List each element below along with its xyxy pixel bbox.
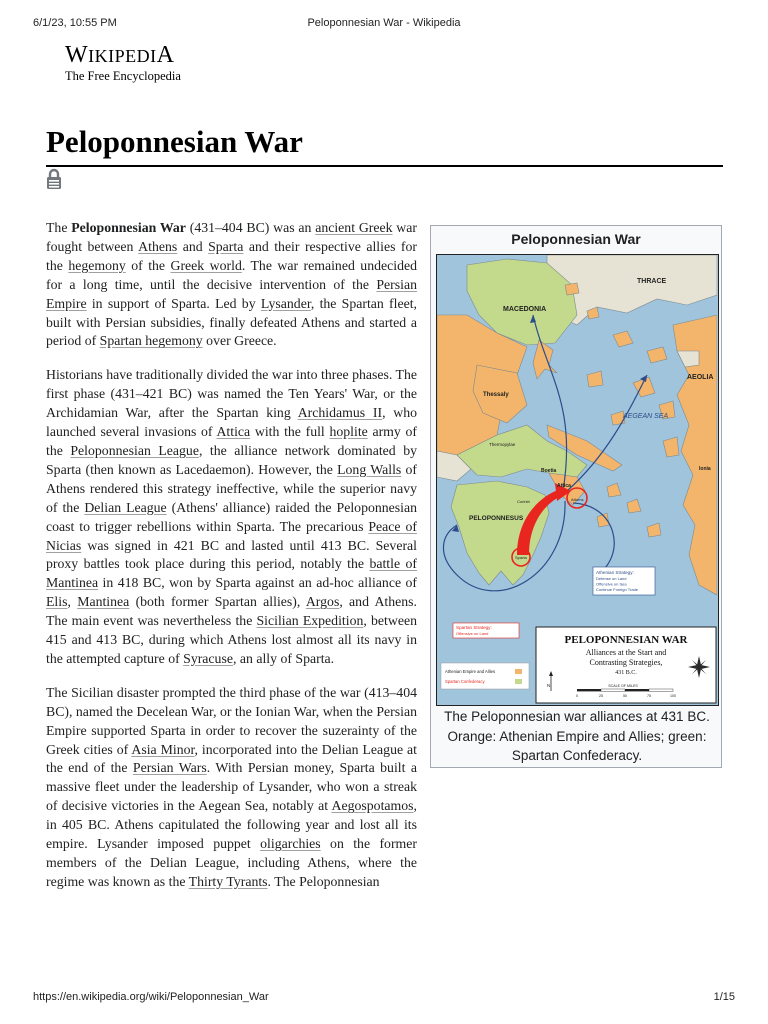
text: . With Persian money, Sparta built a massive fleet under the leadership of Lysander, who won a streak of decisive victories in the Aegean Sea, notably at bbox=[46, 760, 418, 814]
link-attica[interactable]: Attica bbox=[216, 424, 251, 440]
athenian-strategy-line: Offensive on Sea bbox=[596, 581, 627, 587]
link-hegemony[interactable]: hegemony bbox=[68, 257, 126, 273]
key-box bbox=[441, 663, 529, 689]
text: and bbox=[177, 238, 209, 254]
label-thessaly: Thessaly bbox=[483, 392, 509, 398]
text: (both former Spartan allies), bbox=[129, 594, 306, 610]
text: , and Athens. The main event was nevertheless the bbox=[46, 594, 418, 629]
scale-segment bbox=[649, 689, 673, 691]
label-sparta: Sparta bbox=[515, 555, 527, 560]
scale-label: SCALE OF MILES bbox=[608, 684, 638, 688]
print-page-number: 1/15 bbox=[713, 991, 735, 1003]
link-oligarchies[interactable]: oligarchies bbox=[260, 836, 321, 852]
link-hoplite[interactable]: hoplite bbox=[329, 424, 368, 440]
link-long-walls[interactable]: Long Walls bbox=[337, 461, 402, 477]
infobox-map-image[interactable] bbox=[436, 254, 719, 706]
text: in 418 BC, won by Sparta against an ad-hoc alliance of bbox=[98, 575, 417, 591]
title-divider bbox=[46, 165, 723, 167]
label-thrace: THRACE bbox=[637, 278, 667, 285]
key-athens-label: Athenian Empire and Allies bbox=[445, 669, 496, 674]
label-aegean-sea: AEGEAN SEA bbox=[623, 413, 669, 420]
link-persian-empire[interactable]: Persian Empire bbox=[46, 276, 417, 311]
scale-tick: 50 bbox=[623, 694, 627, 698]
label-boetia: Boetia bbox=[541, 468, 557, 474]
legend-subtitle: Contrasting Strategies, bbox=[589, 658, 663, 667]
text: was signed in 421 BC and lasted until 413 BC. Several proxy battles took place during this period, notably the bbox=[46, 537, 417, 572]
legend-date: 431 B.C. bbox=[615, 670, 637, 676]
text: with the full bbox=[250, 424, 330, 440]
infobox-caption: The Peloponnesian war alliances at 431 BC. Orange: Athenian Empire and Allies; green: Spartan Confederacy. bbox=[444, 709, 710, 763]
spartan-strategy-title: Spartan Strategy: bbox=[456, 625, 492, 630]
island bbox=[565, 283, 579, 295]
link-sicilian-expedition[interactable]: Sicilian Expedition bbox=[256, 613, 364, 629]
text: , the Spartan fleet, built with Persian subsidies, finally defeated Athens and started a period of bbox=[46, 295, 417, 349]
link-archidamus-ii[interactable]: Archidamus II bbox=[297, 405, 383, 421]
text: , bbox=[67, 594, 78, 610]
scale-segment bbox=[601, 689, 625, 691]
link-delian-league[interactable]: Delian League bbox=[84, 499, 167, 515]
wikipedia-tagline: The Free Encyclopedia bbox=[65, 69, 181, 83]
print-doc-title: Peloponnesian War - Wikipedia bbox=[307, 17, 461, 29]
print-url: https://en.wikipedia.org/wiki/Peloponnesian_War bbox=[33, 991, 269, 1003]
key-sparta-swatch bbox=[515, 679, 522, 684]
athenian-strategy-line: Continue Foreign Trade bbox=[596, 587, 639, 592]
text: of the bbox=[125, 257, 171, 273]
label-aeolia: AEOLIA bbox=[687, 374, 714, 381]
link-thirty-tyrants[interactable]: Thirty Tyrants bbox=[188, 873, 268, 889]
print-datetime: 6/1/23, 10:55 PM bbox=[33, 17, 117, 29]
text: , in 405 BC. Athens capitulated the following year and lost all its empire. Lysander imposed puppet bbox=[46, 798, 417, 852]
text: army of the bbox=[46, 424, 417, 458]
infobox bbox=[430, 225, 722, 768]
text: war fought between bbox=[46, 220, 417, 254]
link-ancient-greek[interactable]: ancient Greek bbox=[315, 220, 393, 235]
text: , incorporated into the Delian League at the end of the bbox=[46, 741, 417, 776]
text: (Athens' alliance) raided the Peloponnesian coast to trigger rebellions within Sparta. The precarious bbox=[46, 499, 418, 534]
text: . The war remained undecided for a long time, until the decisive intervention of the bbox=[46, 257, 417, 292]
legend-title: PELOPONNESIAN WAR bbox=[564, 634, 688, 646]
text: The bbox=[46, 220, 72, 235]
label-peloponnesus: PELOPONNESUS bbox=[469, 515, 524, 522]
text: , the alliance network dominated by Sparta (then known as Lacedaemon). However, the bbox=[46, 442, 417, 477]
wordmark-initial: W bbox=[65, 42, 89, 68]
north-label: N bbox=[547, 683, 551, 688]
wordmark-middle: IKIPEDI bbox=[88, 46, 157, 66]
map-svg bbox=[437, 255, 717, 704]
link-sparta[interactable]: Sparta bbox=[208, 238, 244, 254]
text: , between 415 and 413 BC, during which Athens lost almost all its navy in the attempted capture of bbox=[46, 613, 417, 666]
spartan-strategy-line: Offensive on Land bbox=[456, 631, 489, 636]
wikipedia-logo[interactable] bbox=[65, 42, 181, 83]
scale-segment bbox=[577, 689, 601, 691]
wordmark-final: A bbox=[156, 42, 175, 68]
article-subject-bold: Peloponnesian War bbox=[71, 220, 186, 235]
page-title: Peloponnesian War bbox=[46, 124, 303, 159]
label-attica: Attica bbox=[557, 483, 571, 489]
label-athens: Athens bbox=[571, 497, 584, 502]
link-peace-of-nicias[interactable]: Peace of Nicias bbox=[46, 518, 417, 553]
text: in support of Sparta. Led by bbox=[86, 295, 261, 311]
link-elis[interactable]: Elis bbox=[46, 594, 68, 610]
paragraph-decelean bbox=[46, 684, 417, 892]
text: The Sicilian disaster prompted the third phase of the war (413–404 BC), named the Decelean War, or the Ionian War, when the Persian Empire supported Sparta in order to recover the suzerainty of the Greek cities of bbox=[46, 684, 417, 757]
scale-tick: 0 bbox=[576, 694, 578, 698]
text: on the former members of the Delian League, including Athens, where the regime was known as the bbox=[46, 836, 417, 889]
scale-tick: 25 bbox=[599, 694, 603, 698]
text: (431–404 BC) was an bbox=[185, 220, 316, 235]
link-greek-world[interactable]: Greek world bbox=[170, 257, 242, 273]
paragraph-intro bbox=[46, 219, 417, 351]
link-lysander[interactable]: Lysander bbox=[260, 295, 311, 311]
label-macedonia: MACEDONIA bbox=[503, 306, 547, 313]
text: and their respective allies for the bbox=[46, 238, 418, 273]
link-spartan-hegemony[interactable]: Spartan hegemony bbox=[99, 333, 203, 349]
infobox-title: Peloponnesian War bbox=[511, 231, 641, 247]
link-athens[interactable]: Athens bbox=[138, 238, 178, 254]
text: , an ally of Sparta. bbox=[232, 650, 335, 666]
link-battle-of-mantinea[interactable]: battle of Mantinea bbox=[46, 556, 417, 591]
wikipedia-wordmark bbox=[65, 42, 181, 69]
text: . The Peloponnesian bbox=[267, 873, 380, 889]
link-argos[interactable]: Argos bbox=[305, 594, 340, 610]
lock-icon[interactable] bbox=[45, 168, 63, 190]
athenian-strategy-title: Athenian Strategy: bbox=[596, 570, 634, 575]
link-peloponnesian-league[interactable]: Peloponnesian League bbox=[70, 442, 199, 458]
link-persian-wars[interactable]: Persian Wars bbox=[132, 760, 207, 776]
label-corinth: Corinth bbox=[517, 499, 530, 504]
label-ionia: Ionia bbox=[699, 466, 711, 472]
athenian-strategy-line: Defense on Land bbox=[596, 576, 627, 581]
text: over Greece. bbox=[202, 333, 277, 349]
text: of Athens rendered this strategy ineffective, while the superior navy of the bbox=[46, 461, 418, 515]
link-aegospotamos[interactable]: Aegospotamos bbox=[331, 798, 414, 814]
paragraph-phases bbox=[46, 366, 417, 669]
legend-subtitle: Alliances at the Start and bbox=[585, 648, 667, 657]
article-body bbox=[46, 219, 417, 907]
link-mantinea[interactable]: Mantinea bbox=[77, 594, 130, 610]
scale-segment bbox=[625, 689, 649, 691]
label-thermopylae: Thermopylae bbox=[489, 442, 516, 447]
link-asia-minor[interactable]: Asia Minor bbox=[131, 741, 195, 757]
link-syracuse[interactable]: Syracuse bbox=[183, 650, 233, 666]
scale-tick: 75 bbox=[647, 694, 651, 698]
text: Historians have traditionally divided the war into three phases. The first phase (431–421 BC) was named the Ten Years' War, or the Archidamian War, after the Spartan king bbox=[46, 367, 417, 421]
text: , who launched several invasions of bbox=[46, 405, 417, 440]
key-sparta-label: Spartan Confederacy bbox=[445, 679, 485, 684]
key-athens-swatch bbox=[515, 669, 522, 674]
scale-tick: 100 bbox=[670, 694, 676, 698]
